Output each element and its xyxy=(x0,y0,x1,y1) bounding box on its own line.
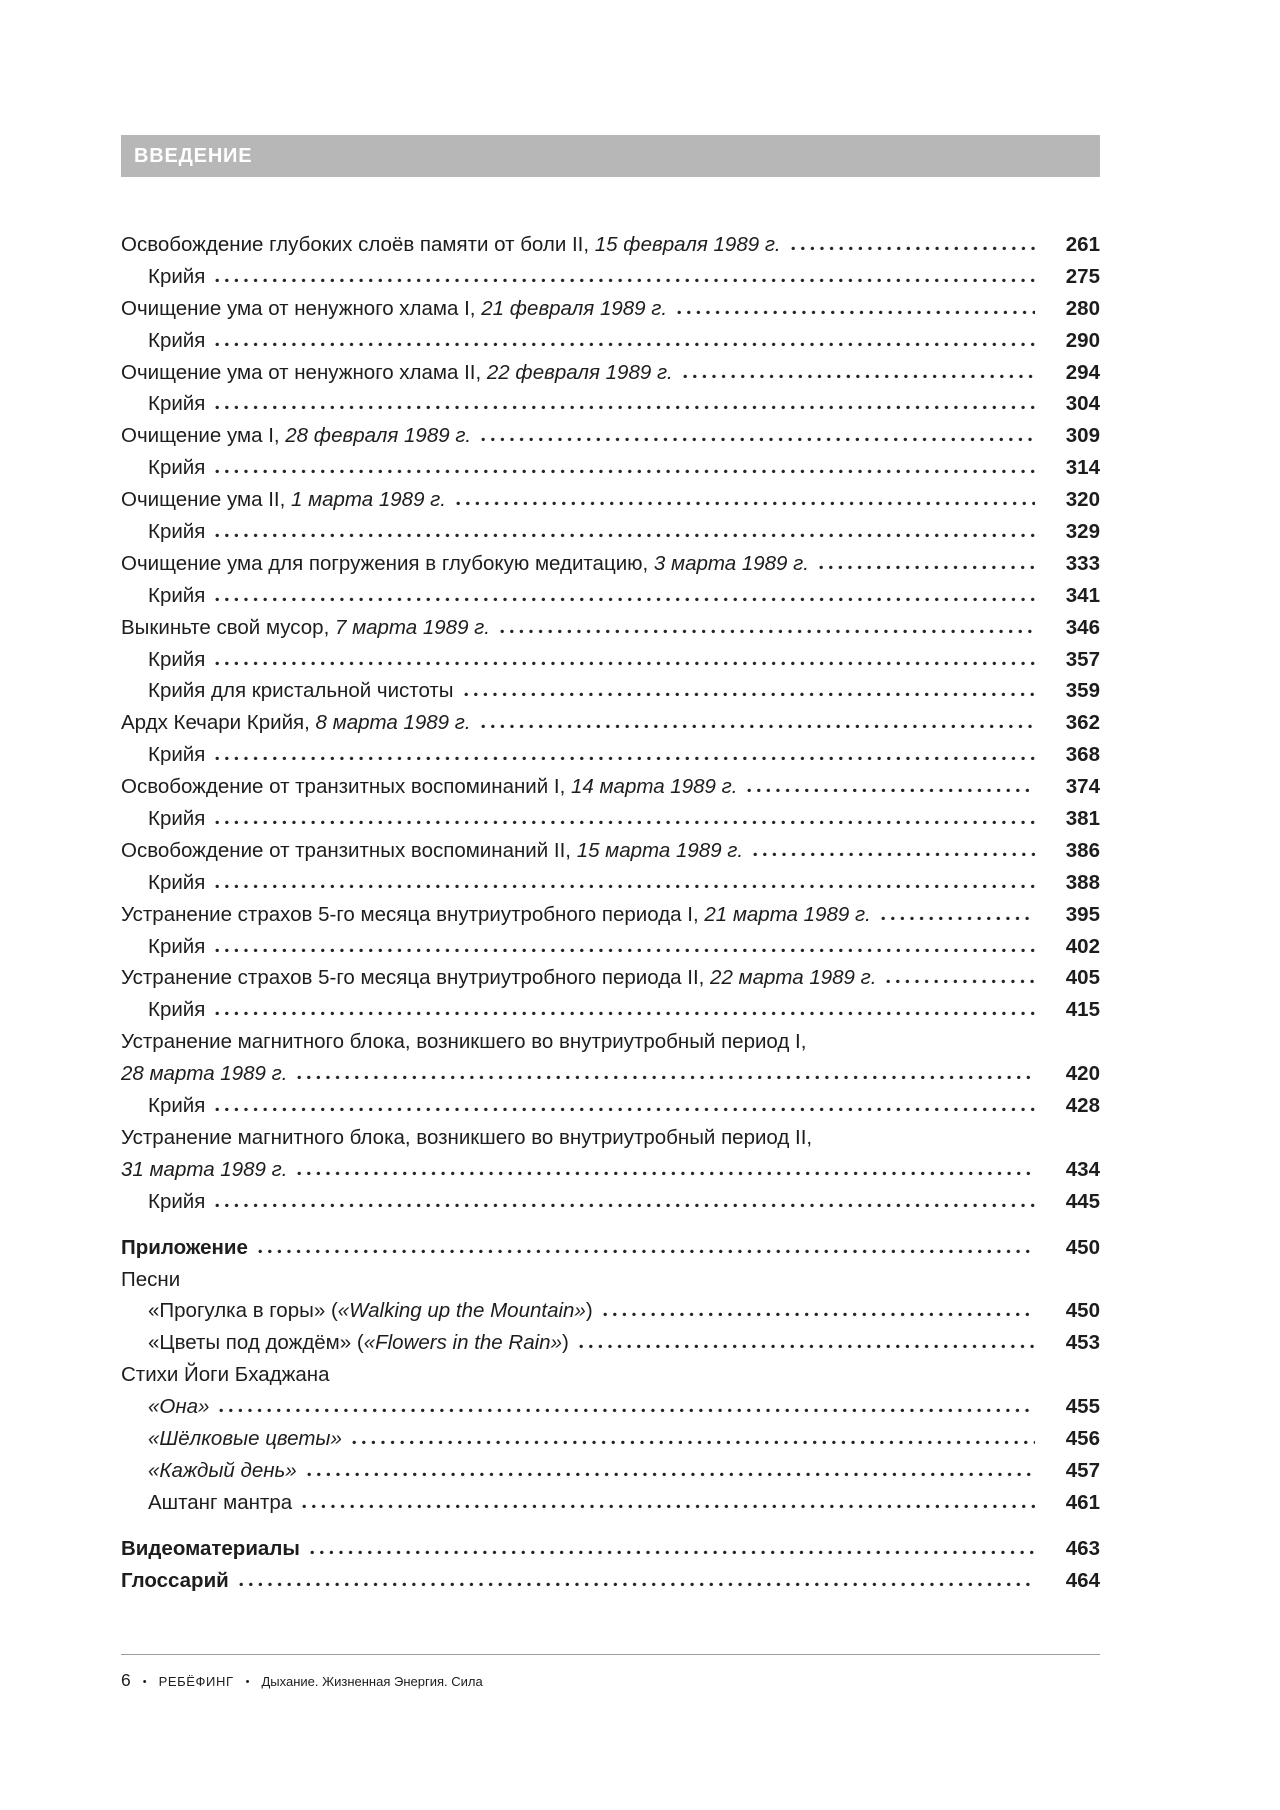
toc-entry-page-number: 320 xyxy=(1065,488,1100,512)
dot-leader xyxy=(677,310,1035,315)
toc-entry-title xyxy=(148,739,205,771)
toc-entry xyxy=(121,899,1100,931)
toc-entry xyxy=(121,1423,1100,1455)
toc-entry-page-number: 420 xyxy=(1065,1062,1100,1086)
toc-entry-page-number: 381 xyxy=(1065,807,1100,831)
toc-entry-page-number: 290 xyxy=(1065,328,1100,352)
toc-entry-page-number: 450 xyxy=(1065,1299,1100,1323)
toc-entry-title xyxy=(121,293,667,325)
toc-entry-title xyxy=(148,931,205,963)
toc-entry xyxy=(121,580,1100,612)
toc-entry-text: Крийя xyxy=(148,456,206,480)
toc-entry-page-number: 464 xyxy=(1065,1568,1100,1592)
toc-entry-text: Очищение ума от ненужного хлама II, xyxy=(121,360,487,384)
dot-leader xyxy=(881,916,1035,921)
toc-entry-title xyxy=(121,1264,180,1296)
toc-entry-title xyxy=(148,1455,297,1487)
toc-entry-page-number: 445 xyxy=(1065,1189,1100,1213)
toc-entry-text: 21 февраля 1989 г. xyxy=(481,296,668,320)
dot-leader xyxy=(310,1550,1035,1555)
toc-entry-text: 31 марта 1989 г. xyxy=(121,1157,288,1181)
toc-entry-text: Глоссарий xyxy=(121,1568,229,1592)
toc-entry-text: Крийя xyxy=(148,807,206,831)
toc-entry-title xyxy=(121,612,490,644)
toc-entry-page-number: 461 xyxy=(1065,1490,1100,1514)
toc-entry-text: Крийя xyxy=(148,328,206,352)
toc-entry-title xyxy=(121,548,809,580)
toc-entry-page-number: 453 xyxy=(1065,1331,1100,1355)
toc-entry-title xyxy=(148,644,205,676)
toc-entry-page-number: 329 xyxy=(1065,520,1100,544)
toc-entry-text: Крийя xyxy=(148,583,206,607)
toc-entry-title xyxy=(121,420,471,452)
toc-entry xyxy=(121,293,1100,325)
toc-entry-text: Ардх Кечари Крийя, xyxy=(121,711,316,735)
toc-entry-title xyxy=(121,1122,812,1154)
toc-entry-text: Устранение магнитного блока, возникшего во внутриутробный период II, xyxy=(121,1125,813,1149)
dot-leader xyxy=(819,565,1035,570)
dot-leader xyxy=(297,1075,1035,1080)
toc-entry-title xyxy=(121,1533,300,1565)
toc-entry-page-number: 388 xyxy=(1065,870,1100,894)
toc-entry-title xyxy=(148,1327,569,1359)
toc-entry-page-number: 402 xyxy=(1065,934,1100,958)
toc-entry-page-number: 304 xyxy=(1065,392,1100,416)
toc-entry xyxy=(121,1487,1100,1519)
dot-leader xyxy=(215,756,1035,761)
toc-entry xyxy=(121,1154,1100,1186)
toc-entry-text: «Шёлковые цветы» xyxy=(148,1426,342,1450)
toc-entry-text: Крийя xyxy=(148,743,206,767)
toc-entry-title xyxy=(148,388,205,420)
toc-entry-text: Очищение ума от ненужного хлама I, xyxy=(121,296,482,320)
dot-leader xyxy=(464,692,1035,697)
toc-entry-text: Устранение страхов 5-го месяца внутриутробного периода I, xyxy=(121,902,705,926)
dot-leader xyxy=(791,246,1035,251)
toc-entry-text: Крийя для кристальной чистоты xyxy=(148,679,454,703)
toc-entry-text: Песни xyxy=(121,1267,181,1291)
toc-entry-title xyxy=(121,1058,287,1090)
toc-entry-page-number: 275 xyxy=(1065,264,1100,288)
toc-entry xyxy=(121,516,1100,548)
toc-entry-page-number: 333 xyxy=(1065,551,1100,575)
dot-leader xyxy=(456,501,1035,506)
toc-entry-text: Устранение страхов 5-го месяца внутриутробного периода II, xyxy=(121,966,711,990)
toc-entry-title xyxy=(148,580,205,612)
toc-entry-page-number: 294 xyxy=(1065,360,1100,384)
toc-entry xyxy=(121,739,1100,771)
toc-entry-text: Видеоматериалы xyxy=(121,1536,300,1560)
dot-leader xyxy=(215,1203,1035,1208)
dot-leader xyxy=(215,948,1035,953)
toc-entry-title xyxy=(148,994,205,1026)
toc-entry-text: 21 марта 1989 г. xyxy=(704,902,871,926)
toc-entry-page-number: 368 xyxy=(1065,743,1100,767)
dot-leader xyxy=(215,469,1035,474)
toc-entry-text: 8 марта 1989 г. xyxy=(315,711,471,735)
dot-leader xyxy=(215,278,1035,283)
toc-entry-page-number: 463 xyxy=(1065,1536,1100,1560)
toc-entry xyxy=(121,1327,1100,1359)
dot-leader xyxy=(215,405,1035,410)
dot-leader xyxy=(683,374,1035,379)
dot-leader xyxy=(747,788,1035,793)
toc-entry-page-number: 374 xyxy=(1065,775,1100,799)
toc-entry xyxy=(121,803,1100,835)
toc-entry xyxy=(121,261,1100,293)
dot-leader xyxy=(352,1440,1035,1445)
toc-entry-text: Приложение xyxy=(121,1235,248,1259)
toc-entry xyxy=(121,1058,1100,1090)
toc-entry-title xyxy=(148,1295,593,1327)
toc-entry-text: ) xyxy=(585,1299,593,1323)
toc-entry xyxy=(121,962,1100,994)
toc-entry xyxy=(121,1186,1100,1218)
dot-leader xyxy=(753,852,1035,857)
toc-entry-title xyxy=(148,1090,205,1122)
toc-entry-text: «Прогулка в горы» ( xyxy=(148,1299,338,1323)
toc-entry-title xyxy=(148,261,205,293)
page-footer xyxy=(121,1654,1100,1691)
toc-entry xyxy=(121,548,1100,580)
toc-entry xyxy=(121,707,1100,739)
toc-entry xyxy=(121,644,1100,676)
toc-entry-page-number: 450 xyxy=(1065,1235,1100,1259)
toc-entry-title xyxy=(121,1232,248,1264)
toc-entry xyxy=(121,675,1100,707)
toc-entry-title xyxy=(121,1026,806,1058)
toc-entry-title xyxy=(121,835,743,867)
toc-entry-text: Освобождение от транзитных воспоминаний I, xyxy=(121,775,571,799)
toc-entry-title xyxy=(148,1391,209,1423)
page-content xyxy=(121,135,1100,1596)
toc-entry-title xyxy=(148,325,205,357)
toc-entry xyxy=(121,1122,1100,1154)
toc-entry-page-number: 457 xyxy=(1065,1458,1100,1482)
toc-entry-text: Выкиньте свой мусор, xyxy=(121,615,335,639)
table-of-contents xyxy=(121,229,1100,1596)
toc-entry xyxy=(121,612,1100,644)
toc-entry xyxy=(121,1455,1100,1487)
dot-leader xyxy=(481,437,1035,442)
toc-entry-text: Освобождение глубоких слоёв памяти от боли II, xyxy=(121,233,595,256)
toc-entry-text: Очищение ума для погружения в глубокую медитацию, xyxy=(121,551,654,575)
toc-entry-title xyxy=(121,357,673,389)
toc-entry-title xyxy=(121,899,871,931)
toc-entry-text: 22 марта 1989 г. xyxy=(710,966,877,990)
toc-entry-page-number: 415 xyxy=(1065,998,1100,1022)
toc-entry-title xyxy=(148,867,205,899)
footer-page-number: 6 xyxy=(121,1670,131,1690)
toc-entry-title xyxy=(148,675,454,707)
toc-entry-title xyxy=(148,516,205,548)
toc-entry-title xyxy=(121,1359,329,1391)
toc-entry xyxy=(121,1391,1100,1423)
toc-entry-title xyxy=(121,484,446,516)
toc-entry xyxy=(121,325,1100,357)
toc-entry-text: 14 марта 1989 г. xyxy=(571,775,738,799)
toc-entry-title xyxy=(121,707,471,739)
toc-entry xyxy=(121,1026,1100,1058)
dot-leader xyxy=(215,661,1035,666)
toc-entry-page-number: 341 xyxy=(1065,583,1100,607)
toc-entry-page-number: 395 xyxy=(1065,902,1100,926)
toc-entry-title xyxy=(148,1186,205,1218)
toc-entry-title xyxy=(121,771,737,803)
toc-entry-text: «Flowers in the Rain» xyxy=(363,1331,562,1355)
toc-entry-text: Крийя xyxy=(148,647,206,671)
toc-entry-text: Очищение ума I, xyxy=(121,424,286,448)
dot-leader xyxy=(481,724,1035,729)
toc-entry-text: Крийя xyxy=(148,392,206,416)
toc-entry-text: «Она» xyxy=(148,1395,210,1419)
toc-entry-text: 28 марта 1989 г. xyxy=(121,1062,288,1086)
toc-entry xyxy=(121,835,1100,867)
toc-entry-page-number: 314 xyxy=(1065,456,1100,480)
toc-entry-page-number: 428 xyxy=(1065,1094,1100,1118)
toc-entry-title xyxy=(121,962,876,994)
dot-leader xyxy=(215,1011,1035,1016)
toc-entry-text: Крийя xyxy=(148,520,206,544)
toc-entry-text: Крийя xyxy=(148,870,206,894)
dot-leader xyxy=(239,1582,1035,1587)
dot-leader xyxy=(297,1171,1035,1176)
toc-entry-text: ) xyxy=(561,1331,569,1355)
toc-entry xyxy=(121,1264,1100,1296)
toc-entry-page-number: 386 xyxy=(1065,838,1100,862)
toc-entry-text: Крийя xyxy=(148,934,206,958)
toc-entry-text: 15 марта 1989 г. xyxy=(576,838,744,862)
toc-entry-text: Крийя xyxy=(148,998,206,1022)
footer-book-title: РЕБЁФИНГ xyxy=(158,1674,234,1689)
toc-entry-title xyxy=(148,452,205,484)
toc-entry-page-number: 280 xyxy=(1065,296,1100,320)
toc-entry-title xyxy=(121,1154,287,1186)
toc-entry-title xyxy=(148,1487,292,1519)
toc-entry-page-number: 346 xyxy=(1065,615,1100,639)
toc-entry-title xyxy=(148,1423,342,1455)
dot-leader xyxy=(302,1504,1035,1509)
toc-entry xyxy=(121,867,1100,899)
toc-entry xyxy=(121,1295,1100,1327)
toc-entry xyxy=(121,484,1100,516)
toc-entry-text: «Каждый день» xyxy=(148,1458,297,1482)
toc-entry-page-number: 405 xyxy=(1065,966,1100,990)
bullet-separator-icon: • xyxy=(142,1676,147,1688)
toc-entry-text: Очищение ума II, xyxy=(121,488,291,512)
toc-entry-text: 15 февраля 1989 г. xyxy=(594,233,781,256)
dot-leader xyxy=(258,1249,1035,1254)
toc-entry xyxy=(121,931,1100,963)
toc-entry-page-number: 362 xyxy=(1065,711,1100,735)
section-header-title: ВВЕДЕНИЕ xyxy=(134,144,253,167)
dot-leader xyxy=(603,1312,1035,1317)
toc-entry xyxy=(121,388,1100,420)
toc-entry xyxy=(121,1090,1100,1122)
toc-entry-text: 1 марта 1989 г. xyxy=(290,488,446,512)
dot-leader xyxy=(500,629,1035,634)
toc-entry-text: 28 февраля 1989 г. xyxy=(285,424,472,448)
toc-entry-page-number: 434 xyxy=(1065,1157,1100,1181)
toc-entry xyxy=(121,994,1100,1026)
toc-entry-title xyxy=(148,803,205,835)
toc-entry-page-number: 357 xyxy=(1065,647,1100,671)
dot-leader xyxy=(215,597,1035,602)
toc-entry-text: Освобождение от транзитных воспоминаний II, xyxy=(121,838,577,862)
toc-entry-text: Крийя xyxy=(148,1094,206,1118)
toc-entry xyxy=(121,357,1100,389)
toc-entry-page-number: 456 xyxy=(1065,1426,1100,1450)
toc-entry-page-number: 455 xyxy=(1065,1395,1100,1419)
toc-entry-text: 7 марта 1989 г. xyxy=(334,615,490,639)
toc-entry xyxy=(121,452,1100,484)
toc-entry-page-number: 359 xyxy=(1065,679,1100,703)
dot-leader xyxy=(219,1408,1035,1413)
toc-entry-text: «Цветы под дождём» ( xyxy=(148,1331,364,1355)
toc-entry-page-number: 261 xyxy=(1065,233,1100,256)
bullet-separator-icon: • xyxy=(245,1676,250,1688)
toc-entry-text: Стихи Йоги Бхаджана xyxy=(121,1363,330,1387)
dot-leader xyxy=(215,342,1035,347)
dot-leader xyxy=(215,533,1035,538)
dot-leader xyxy=(215,884,1035,889)
dot-leader xyxy=(215,820,1035,825)
toc-entry-text: Крийя xyxy=(148,1189,206,1213)
toc-entry xyxy=(121,1232,1100,1264)
toc-entry xyxy=(121,420,1100,452)
toc-entry-page-number: 309 xyxy=(1065,424,1100,448)
toc-entry-title xyxy=(121,1565,229,1597)
toc-entry xyxy=(121,1359,1100,1391)
dot-leader xyxy=(886,979,1035,984)
toc-entry xyxy=(121,771,1100,803)
toc-entry-text: «Walking up the Mountain» xyxy=(337,1299,586,1323)
section-header-bar xyxy=(121,135,1100,177)
toc-entry-text: 3 марта 1989 г. xyxy=(653,551,809,575)
toc-entry-text: Крийя xyxy=(148,264,206,288)
dot-leader xyxy=(215,1107,1035,1112)
dot-leader xyxy=(579,1344,1035,1349)
footer-book-subtitle: Дыхание. Жизненная Энергия. Сила xyxy=(261,1674,483,1689)
toc-entry xyxy=(121,1533,1100,1565)
dot-leader xyxy=(307,1472,1035,1477)
toc-entry xyxy=(121,229,1100,261)
toc-entry-text: 22 февраля 1989 г. xyxy=(486,360,673,384)
toc-entry xyxy=(121,1565,1100,1597)
toc-entry-title xyxy=(121,229,781,261)
toc-entry-text: Устранение магнитного блока, возникшего во внутриутробный период I, xyxy=(121,1030,807,1054)
toc-entry-text: Аштанг мантра xyxy=(148,1490,293,1514)
